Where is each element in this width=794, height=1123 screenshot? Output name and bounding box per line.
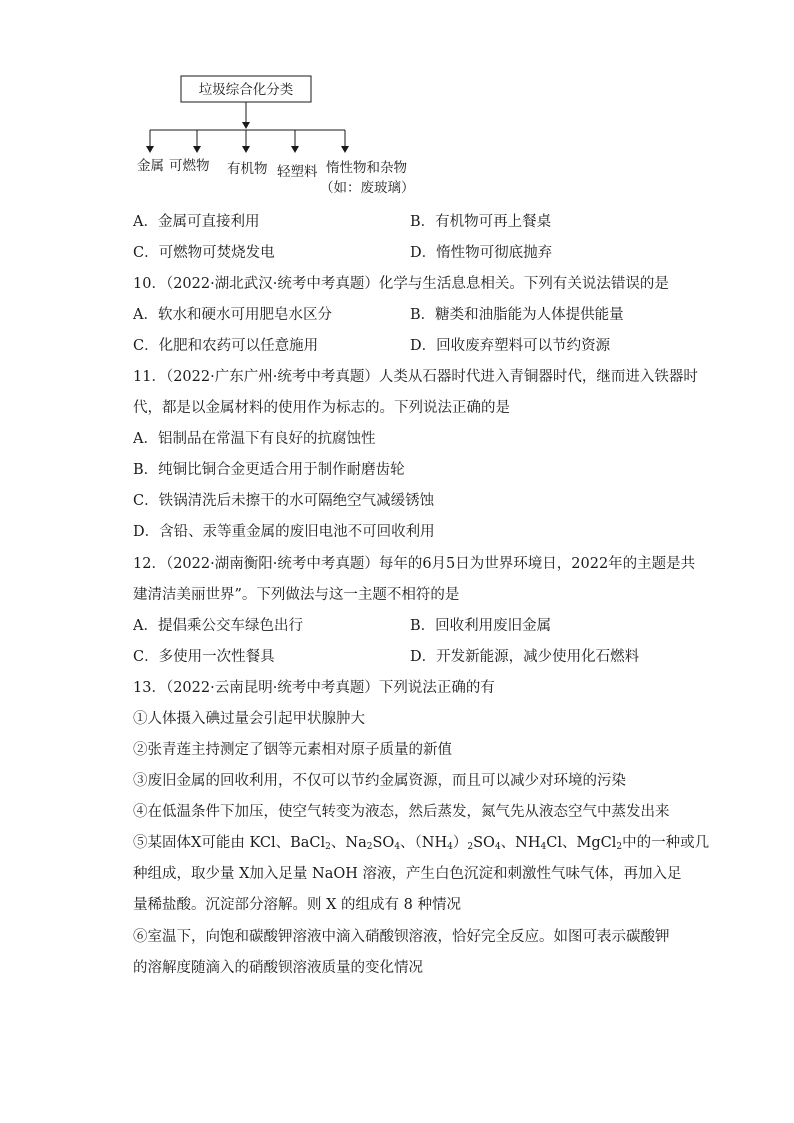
trunk-arrow xyxy=(242,122,250,129)
formula-cl: Cl xyxy=(546,835,562,851)
q9-option-d[interactable]: D．惰性物可彻底抛弃 xyxy=(410,245,553,261)
branch-arrow-combustible xyxy=(193,146,201,153)
s5-tail: 中的一种或几 xyxy=(622,835,710,851)
branch-label-metal: 金属 xyxy=(137,158,164,174)
q10-option-b[interactable]: B．糖类和油脂能为人体提供能量 xyxy=(410,307,624,323)
q12-option-b[interactable]: B．回收利用废旧金属 xyxy=(410,618,552,634)
q11-option-d[interactable]: D．含铅、汞等重金属的废旧电池不可回收利用 xyxy=(133,524,435,540)
q10-option-c[interactable]: C．化肥和农药可以任意施用 xyxy=(133,338,319,354)
q12-stem-line1: 12．（2022·湖南衡阳·统考中考真题）每年的6月5日为世界环境日，2022年的主题是共 xyxy=(133,556,696,572)
formula-kcl: KCl xyxy=(249,835,276,851)
formula-mgcl2: MgCl xyxy=(576,835,617,851)
q11-stem-line2: 代，都是以金属材料的使用作为标志的。下列说法正确的是 xyxy=(133,400,510,416)
branch-arrow-inert xyxy=(341,146,349,153)
q11-option-c[interactable]: C．铁锅清洗后未擦干的水可隔绝空气减缓锈蚀 xyxy=(133,493,435,509)
q10-option-d[interactable]: D．回收废弃塑料可以节约资源 xyxy=(410,338,611,354)
branch-label-combustible: 可燃物 xyxy=(169,158,210,174)
s5-intro: ⑤某固体X可能由 xyxy=(133,835,245,851)
formula-nh4-2so4: （NH xyxy=(414,835,448,851)
q13-stem: 13．（2022·云南昆明·统考中考真题）下列说法正确的有 xyxy=(133,680,495,696)
formula-bacl2: BaCl xyxy=(290,835,326,851)
branch-note-inert: （如：废玻璃） xyxy=(320,180,415,196)
q13-statement-6-line1: ⑥室温下，向饱和碳酸钾溶液中滴入硝酸钡溶液，恰好完全反应。如图可表示碳酸钾 xyxy=(133,929,670,945)
branch-label-organic: 有机物 xyxy=(227,161,268,177)
q11-option-b[interactable]: B．纯铜比铜合金更适合用于制作耐磨齿轮 xyxy=(133,462,405,478)
q13-statement-5-line2: 种组成，取少量 X加入足量 NaOH 溶液，产生白色沉淀和刺激性气味气体，再加入足 xyxy=(133,866,682,882)
q9-option-b[interactable]: B．有机物可再上餐桌 xyxy=(410,214,552,230)
q13-statement-6-line2: 的溶解度随滴入的硝酸钡溶液质量的变化情况 xyxy=(133,960,423,976)
q13-statement-5-line3: 量稀盐酸。沉淀部分溶解。则 X 的组成有 8 种情况 xyxy=(133,897,461,913)
formula-paren: ） xyxy=(452,835,468,851)
q11-option-a[interactable]: A．铝制品在常温下有良好的抗腐蚀性 xyxy=(133,431,376,447)
branch-arrow-plastic xyxy=(291,146,299,153)
q11-stem-line1: 11．（2022·广东广州·统考中考真题）人类从石器时代进入青铜器时代，继而进入铁器时 xyxy=(133,369,698,385)
q13-statement-3: ③废旧金属的回收利用，不仅可以节约金属资源，而且可以减少对环境的污染 xyxy=(133,773,626,789)
formula-so4: SO xyxy=(372,835,395,851)
q12-option-d[interactable]: D．开发新能源，减少使用化石燃料 xyxy=(410,649,640,665)
q9-option-a[interactable]: A．金属可直接利用 xyxy=(133,214,260,230)
branch-label-inert: 惰性物和杂物 xyxy=(326,160,407,176)
q12-option-c[interactable]: C．多使用一次性餐具 xyxy=(133,649,275,665)
q10-option-a[interactable]: A．软水和硬水可用肥皂水区分 xyxy=(133,307,332,323)
q12-stem-line2: 建清洁美丽世界”。下列做法与这一主题不相符的是 xyxy=(133,587,460,603)
diagram-title: 垃圾综合化分类 xyxy=(198,82,294,98)
branch-arrow-organic xyxy=(242,146,250,153)
q12-option-a[interactable]: A．提倡乘公交车绿色出行 xyxy=(133,618,303,634)
q13-statement-1: ①人体摄入碘过量会引起甲状腺肿大 xyxy=(133,711,365,727)
formula-na2so4: Na xyxy=(345,835,367,851)
q13-statement-5-line1: ⑤某固体X可能由 KCl、BaCl$_2$、$Na_2SO_4$、$(NH_4)_2SO_4$、$NH_4Cl$、MgCl$_2$中的一种或几 xyxy=(133,835,710,852)
q9-option-c[interactable]: C．可燃物可焚烧发电 xyxy=(133,245,275,261)
classification-diagram xyxy=(0,0,794,210)
branch-label-plastic: 轻塑料 xyxy=(277,164,318,180)
q13-statement-4: ④在低温条件下加压，使空气转变为液态，然后蒸发，氮气先从液态空气中蒸发出来 xyxy=(133,804,670,820)
branch-arrow-metal xyxy=(146,146,154,153)
formula-nh4cl: NH xyxy=(515,835,541,851)
q10-stem: 10．（2022·湖北武汉·统考中考真题）化学与生活息息相关。下列有关说法错误的是 xyxy=(133,276,669,292)
q13-statement-2: ②张青莲主持测定了铟等元素相对原子质量的新值 xyxy=(133,742,452,758)
